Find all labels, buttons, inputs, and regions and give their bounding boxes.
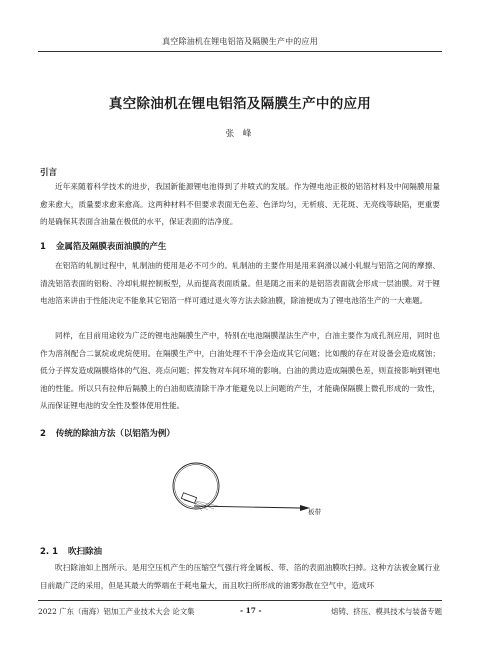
section-heading-2-1 — [40, 545, 102, 557]
author: 张 峰 — [225, 129, 255, 139]
section-heading-text: 传统的除油方法（以铝箔为例） — [55, 429, 175, 439]
section-heading-text: 引言 — [40, 168, 58, 178]
header-divider — [38, 51, 442, 52]
section-heading-intro — [40, 166, 57, 178]
footer-proceedings: 2022 广东（南海）铝加工产业技术大会 论文集 — [38, 607, 195, 616]
section-number: 2 — [40, 429, 46, 439]
section-number: 2. 1 — [40, 547, 59, 557]
footer-topic: 熔铸、挤压、模具技术与装备专题 — [331, 607, 442, 616]
running-head: 真空除油机在锂电铝箔及隔膜生产中的应用 — [162, 37, 318, 46]
section-heading-1 — [40, 240, 166, 252]
footer-divider — [38, 600, 442, 601]
air-nozzle — [181, 493, 197, 504]
section-number: 1 — [40, 242, 46, 252]
paragraph-s2-1: 吹扫除油如上图所示。是用空压机产生的压缩空气强行将金属板、带、箔的表面油膜吹扫掉。这种方法被金属行业目前最广泛的采用，但是其最大的弊端在于耗电量大，而且吹扫所形成的油雾弥散在空气中，造成环 — [40, 563, 440, 590]
section-heading-text: 金属箔及隔膜表面油膜的产生 — [55, 242, 167, 252]
article-title: 真空除油机在锂电铝箔及隔膜生产中的应用 — [108, 96, 372, 112]
page-number: - 17 - — [240, 606, 262, 615]
paragraph-intro: 近年来随着科学技术的进步，我国新能源锂电池得到了井喷式的发展。作为锂电池正极的铝箔材料及中间隔膜用量愈来愈大，质量要求愈来愈高。这两种材料不但要求表面无色差、色泽均匀，无析痕、无花斑、无亮线等缺陷，更重要的是确保其表面含油量在极低的水平，保证表面的洁净度。 — [40, 182, 440, 227]
section-heading-text: 吹扫除油 — [68, 547, 103, 557]
paragraph-s1-2: 同样，在目前用途较为广泛的锂电池隔膜生产中，特别在电池隔膜湿法生产中，白油主要作为成孔剂应用，同时也作为溶剂配合二氯烷或虎烷使用。在隔膜生产中，白油处理不干净会造成其它问题；比如酸的存在对设备会造成腐蚀；低分子挥发造成隔膜烙体的气泡、亮点问题；挥发物对车间环境的影响。白油的黄边造成隔膜色差，则直接影响到锂电池的性能。所以只有拉伸后隔膜上的白油彻底清除干净才能避免以上问题的产生，才能确保隔膜上微孔形成的一致性，从而保证锂电池的安全性及整体使用性能。 — [40, 331, 440, 411]
paragraph-s1-1: 在铝箔的轧制过程中，轧制油的使用是必不可少的。轧制油的主要作用是用来润滑以减小轧辊与铝箔之间的摩擦、清洗铝箔表面的铝粉、冷却轧辊控制板型，从而提高表面质量。但是随之而来的是铝箔表面就会形成一层油膜。对于锂电池箔来讲由于性能决定不能象其它铝箔一样可通过退火等方法去除油膜，除油便成为了锂电池箔生产的一大难题。 — [40, 261, 440, 306]
figure-label: 板带 — [308, 508, 321, 516]
air-knife-figure — [150, 460, 340, 530]
section-heading-2 — [40, 427, 175, 439]
